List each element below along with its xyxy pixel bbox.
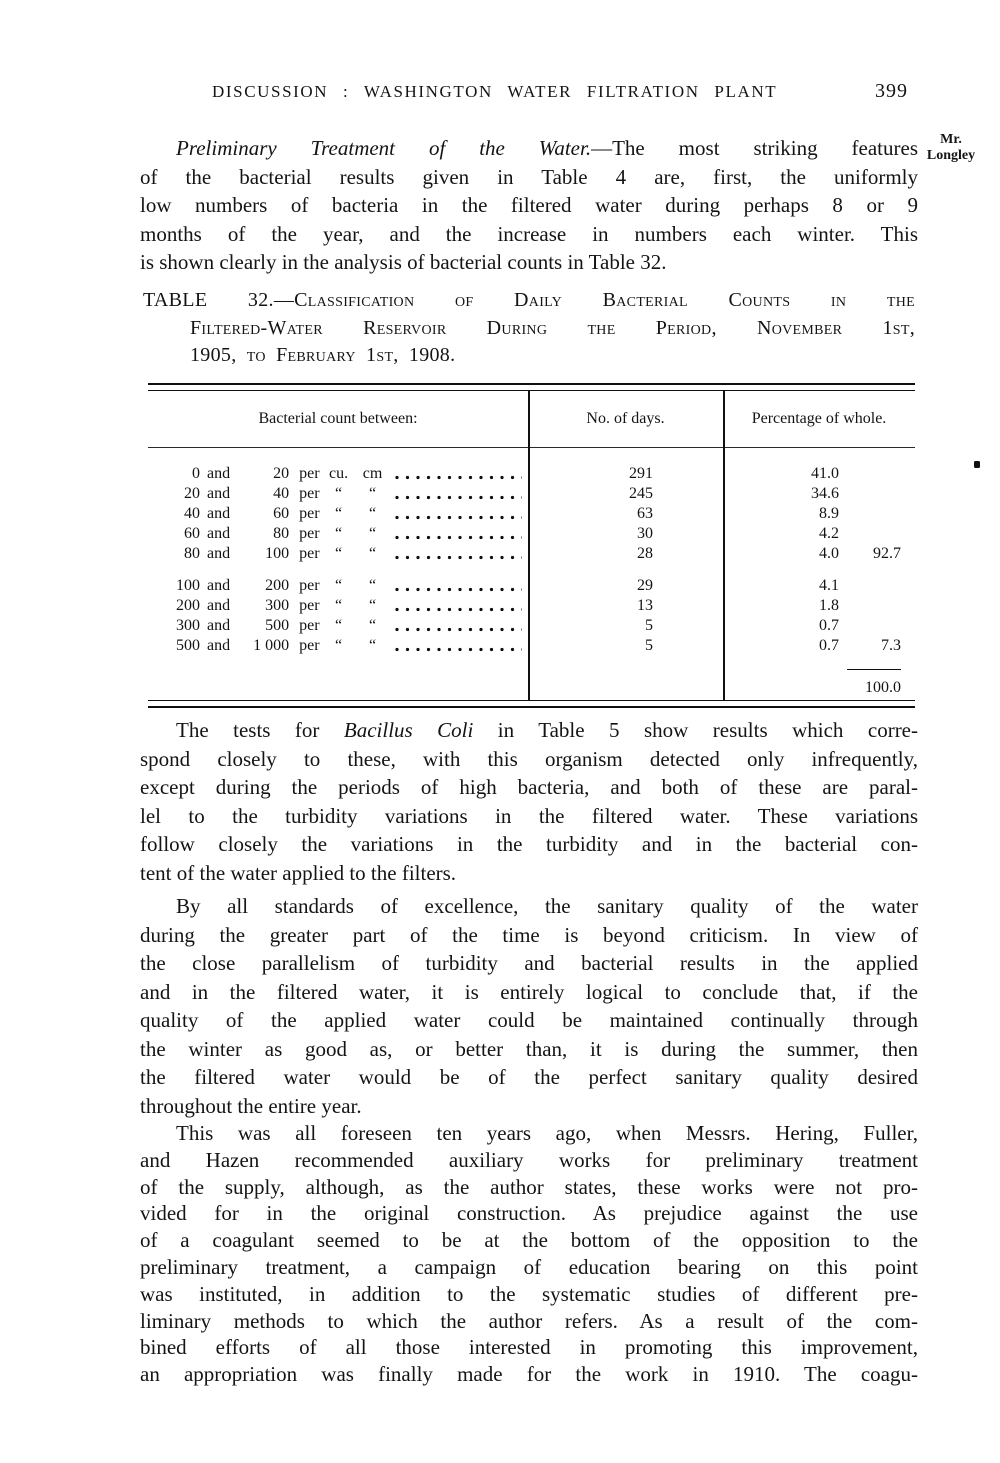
range-from: 0 xyxy=(192,465,200,482)
text-line: liminary methods to which the author refers. As a result of the com- xyxy=(140,1308,918,1333)
total-row xyxy=(148,678,915,700)
range-cell xyxy=(148,576,528,596)
unit-mark: “ xyxy=(334,505,343,522)
dot-leader xyxy=(394,514,522,521)
text-line: the winter as good as, or better than, it is during the summer, then xyxy=(140,1036,918,1061)
range-from: 300 xyxy=(176,617,200,634)
text-line: This was all foreseen ten years ago, when Messrs. Hering, Fuller, xyxy=(176,1121,918,1145)
unit-mark: “ xyxy=(368,577,377,594)
unit-mark: “ xyxy=(334,597,343,614)
days-value: 63 xyxy=(637,505,653,522)
days-value: 245 xyxy=(629,485,653,502)
unit-mark: “ xyxy=(368,617,377,634)
per-label: per xyxy=(299,597,320,614)
pct-value: 0.7 xyxy=(819,637,839,654)
text-run: The tests for xyxy=(176,718,344,742)
table-row xyxy=(148,544,915,564)
percentage-cell xyxy=(723,484,915,504)
table-row xyxy=(148,504,915,524)
paragraph xyxy=(140,892,918,1120)
table-header-row xyxy=(148,391,915,448)
table-body xyxy=(148,448,915,656)
and-label: and xyxy=(207,577,231,594)
percentage-cell xyxy=(723,464,915,484)
italic-lead: Preliminary Treatment of the Water. xyxy=(176,136,592,160)
table-row xyxy=(148,636,915,656)
paragraph xyxy=(140,1120,918,1388)
and-label: and xyxy=(207,637,231,654)
subtotal-value xyxy=(839,616,915,636)
table-row xyxy=(148,524,915,544)
percentage-cell xyxy=(723,524,915,544)
total-value: 100.0 xyxy=(865,679,901,696)
range-from: 20 xyxy=(184,485,200,502)
unit-mark: “ xyxy=(368,545,377,562)
per-label: per xyxy=(299,545,320,562)
dot-leader xyxy=(394,554,522,561)
subtotal-rule-row xyxy=(148,656,915,678)
range-to: 40 xyxy=(273,485,290,502)
text-line: lel to the turbidity variations in the filtered water. These variations xyxy=(140,803,918,828)
dot-leader xyxy=(394,474,522,481)
pct-value: 0.7 xyxy=(819,617,839,634)
pct-value: 8.9 xyxy=(819,505,839,522)
text-line: except during the periods of high bacteria, and both of these are paral- xyxy=(140,775,918,799)
range-to: 80 xyxy=(273,525,290,542)
range-from: 100 xyxy=(176,577,200,594)
data-table xyxy=(148,383,915,708)
unit-mark: “ xyxy=(334,617,343,634)
dot-leader xyxy=(394,494,522,501)
unit-mark: “ xyxy=(334,485,343,502)
text-line: is shown clearly in the analysis of bacterial counts in Table 32. xyxy=(140,250,667,274)
unit-mark: “ xyxy=(368,637,377,654)
per-label: per xyxy=(299,637,320,654)
and-label: and xyxy=(207,597,231,614)
percentage-cell xyxy=(723,576,915,596)
unit-mark: “ xyxy=(368,485,377,502)
pct-value: 4.1 xyxy=(819,577,839,594)
range-cell xyxy=(148,636,528,656)
text-line: quality of the applied water could be maintained continually through xyxy=(140,1008,918,1032)
and-label: and xyxy=(207,525,231,542)
range-to: 300 xyxy=(265,597,290,614)
and-label: and xyxy=(207,505,231,522)
unit-mark: “ xyxy=(334,637,343,654)
per-label: per xyxy=(299,617,320,634)
text-line: of the supply, although, as the author states, these works were not pro- xyxy=(140,1174,918,1199)
text-line: spond closely to these, with this organism detected only infrequently, xyxy=(140,746,918,771)
days-value: 29 xyxy=(637,577,653,594)
percentage-cell xyxy=(723,596,915,616)
and-label: and xyxy=(207,545,231,562)
table-top-rule xyxy=(148,383,915,391)
days-value: 5 xyxy=(645,637,653,654)
text-line: and Hazen recommended auxiliary works for preliminary treatment xyxy=(140,1147,918,1172)
days-value: 13 xyxy=(637,597,653,614)
percentage-cell xyxy=(723,544,915,564)
range-from: 80 xyxy=(184,545,200,562)
pct-value: 34.6 xyxy=(811,485,839,502)
per-label: per xyxy=(299,577,320,594)
caption-line: 1905, to February 1st, 1908. xyxy=(190,344,456,366)
text-line: of a coagulant seemed to be at the bottom of the opposition to the xyxy=(140,1228,918,1253)
text-run: —The most striking features xyxy=(591,136,918,160)
page-title: DISCUSSION : WASHINGTON WATER FILTRATION PLANT xyxy=(212,82,778,101)
unit-mark: “ xyxy=(368,525,377,542)
range-to: 1 000 xyxy=(253,637,290,654)
caption-line: TABLE 32.—Classification of Daily Bacterial Counts in the xyxy=(143,289,915,311)
range-from: 40 xyxy=(184,505,200,522)
speaker-margin-note xyxy=(911,132,991,164)
per-label: per xyxy=(299,505,320,522)
unit-mark: “ xyxy=(334,545,343,562)
and-label: and xyxy=(207,465,231,482)
subtotal-value: 7.3 xyxy=(881,637,901,654)
days-value: 30 xyxy=(637,525,653,542)
column-divider xyxy=(528,391,530,700)
dot-leader xyxy=(394,626,522,633)
pct-value: 41.0 xyxy=(811,465,839,482)
unit-mark: “ xyxy=(368,505,377,522)
text-line: By all standards of excellence, the sanitary quality of the water xyxy=(176,894,918,918)
pct-value: 4.0 xyxy=(819,545,839,562)
text-line: low numbers of bacteria in the filtered water during perhaps 8 or 9 xyxy=(140,193,918,217)
subtotal-value xyxy=(839,524,915,544)
range-to: 200 xyxy=(265,577,290,594)
column-header: No. of days. xyxy=(528,391,723,448)
text-line: preliminary treatment, a campaign of education bearing on this point xyxy=(140,1254,918,1279)
per-label: per xyxy=(299,525,320,542)
table-caption xyxy=(143,287,915,370)
table-row xyxy=(148,596,915,616)
range-cell xyxy=(148,544,528,564)
text-run: in Table 5 show results which corre- xyxy=(473,718,918,742)
unit-mark: cm xyxy=(362,465,383,482)
unit-mark: “ xyxy=(334,577,343,594)
range-to: 60 xyxy=(273,505,290,522)
text-line: throughout the entire year. xyxy=(140,1093,362,1118)
subtotal-value xyxy=(839,464,915,484)
range-to: 20 xyxy=(273,465,290,482)
percentage-cell xyxy=(723,504,915,524)
text-line xyxy=(140,134,918,163)
ink-speck xyxy=(974,461,980,468)
paragraph xyxy=(140,134,918,277)
unit-mark: cu. xyxy=(328,465,349,482)
percentage-cell xyxy=(723,636,915,656)
column-header: Percentage of whole. xyxy=(723,391,915,448)
days-value: 291 xyxy=(629,465,653,482)
range-from: 60 xyxy=(184,525,200,542)
subtotal-value xyxy=(839,484,915,504)
column-header: Bacterial count between: xyxy=(148,391,528,448)
range-cell xyxy=(148,596,528,616)
table-row xyxy=(148,464,915,484)
subtotal-value xyxy=(839,576,915,596)
italic-term: Bacillus Coli xyxy=(343,718,474,742)
range-from: 200 xyxy=(176,597,200,614)
text-line: the filtered water would be of the perfect sanitary quality desired xyxy=(140,1065,918,1089)
margin-note-line: Longley xyxy=(926,148,976,163)
total-rule xyxy=(847,669,901,670)
days-value: 28 xyxy=(637,545,653,562)
range-cell xyxy=(148,616,528,636)
caption-line: Filtered-Water Reservoir During the Period, November 1st, xyxy=(190,316,915,339)
dot-leader xyxy=(394,534,522,541)
range-cell xyxy=(148,524,528,544)
text-line: of the bacterial results given in Table 4 are, first, the uniformly xyxy=(140,164,918,189)
text-line: during the greater part of the time is beyond criticism. In view of xyxy=(140,922,918,947)
and-label: and xyxy=(207,485,231,502)
table-bottom-rule xyxy=(148,700,915,708)
subtotal-value: 92.7 xyxy=(873,545,901,562)
days-value: 5 xyxy=(645,617,653,634)
text-line: the close parallelism of turbidity and bacterial results in the applied xyxy=(140,951,918,975)
text-line: and in the filtered water, it is entirely logical to conclude that, if the xyxy=(140,979,918,1004)
text-line: was instituted, in addition to the systematic studies of different pre- xyxy=(140,1281,918,1306)
text-line: an appropriation was finally made for the work in 1910. The coagu- xyxy=(140,1362,918,1387)
range-cell xyxy=(148,484,528,504)
group-gap xyxy=(148,564,915,576)
text-line: follow closely the variations in the turbidity and in the bacterial con- xyxy=(140,832,918,856)
table-footer xyxy=(148,656,915,700)
text-line: bined efforts of all those interested in promoting this improvement, xyxy=(140,1335,918,1360)
range-from: 500 xyxy=(176,637,200,654)
and-label: and xyxy=(207,617,231,634)
margin-note-line: Mr. xyxy=(940,132,962,147)
dot-leader xyxy=(394,606,522,613)
table-row xyxy=(148,616,915,636)
text-line: months of the year, and the increase in numbers each winter. This xyxy=(140,221,918,246)
per-label: per xyxy=(299,485,320,502)
range-to: 100 xyxy=(265,545,290,562)
per-label: per xyxy=(299,465,320,482)
text-line: tent of the water applied to the filters. xyxy=(140,860,457,885)
subtotal-value xyxy=(839,504,915,524)
unit-mark: “ xyxy=(334,525,343,542)
column-divider xyxy=(723,391,725,700)
range-cell xyxy=(148,504,528,524)
text-line xyxy=(140,716,918,745)
subtotal-value xyxy=(839,596,915,616)
range-to: 500 xyxy=(265,617,290,634)
percentage-cell xyxy=(723,616,915,636)
dot-leader xyxy=(394,646,522,653)
pct-value: 1.8 xyxy=(819,597,839,614)
dot-leader xyxy=(394,586,522,593)
paragraph xyxy=(140,716,918,887)
unit-mark: “ xyxy=(368,597,377,614)
range-cell xyxy=(148,464,528,484)
running-head xyxy=(212,80,908,103)
pct-value: 4.2 xyxy=(819,525,839,542)
page-number: 399 xyxy=(875,80,908,102)
text-line: vided for in the original construction. As prejudice against the use xyxy=(140,1201,918,1226)
table-row xyxy=(148,576,915,596)
table-row xyxy=(148,484,915,504)
